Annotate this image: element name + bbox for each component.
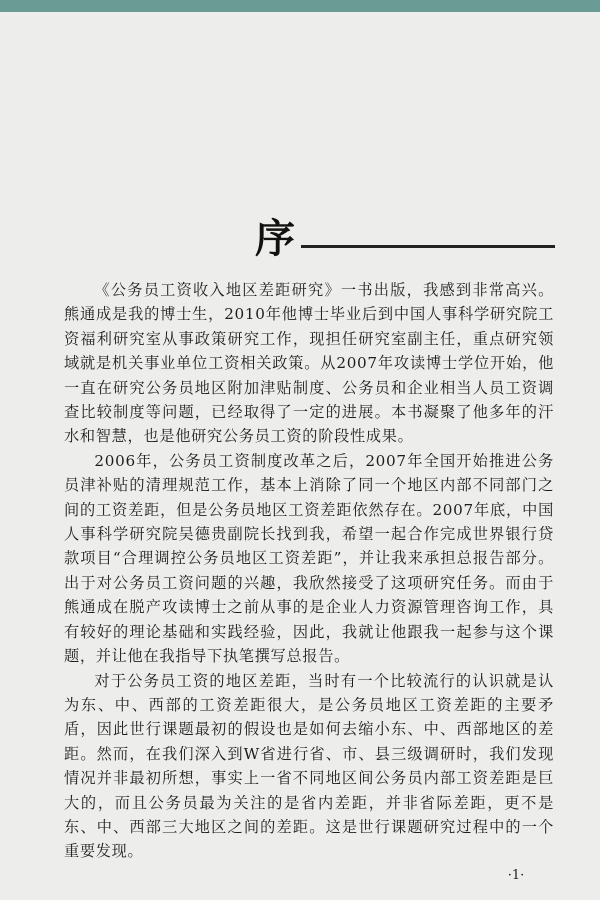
preface-body xyxy=(64,278,554,864)
preface-heading xyxy=(255,214,555,274)
top-edge-strip xyxy=(0,0,600,12)
preface-title: 序 xyxy=(255,215,295,262)
paragraph-3: 对于公务员工资的地区差距，当时有一个比较流行的认识就是认为东、中、西部的工资差距很大，是公务员地区工资差距的主要矛盾，因此世行课题最初的假设也是如何去缩小东、中、西部地区的差距。然而，在我们深入到W省进行省、市、县三级调研时，我们发现情况并非最初所想，事实上一省不同地区间公务员内部工资差距是巨大的，而且公务员最为关注的是省内差距，并非省际差距，更不是东、中、西部三大地区之间的差距。这是世行课题研究过程中的一个重要发现。 xyxy=(64,671,554,861)
paragraph-2: 2006年，公务员工资制度改革之后，2007年全国开始推进公务员津补贴的清理规范工作，基本上消除了同一个地区内部不同部门之间的工资差距，但是公务员地区工资差距依然存在。2007年底，中国人事科学研究院吴德贵副院长找到我，希望一起合作完成世界银行贷款项目“合理调控公务员地区工资差距”，并让我来承担总报告部分。出于对公务员工资问题的兴趣，我欣然接受了这项研究任务。而由于熊通成在脱产攻读博士之前从事的是企业人力资源管理咨询工作，具有较好的理论基础和实践经验，因此，我就让他跟我一起参与这个课题，并让他在我指导下执笔撰写总报告。 xyxy=(64,451,554,666)
page-number: ·1· xyxy=(507,868,525,883)
title-rule xyxy=(301,245,555,248)
paragraph-1: 《公务员工资收入地区差距研究》一书出版，我感到非常高兴。熊通成是我的博士生，2010年他博士毕业后到中国人事科学研究院工资福利研究室从事政策研究工作，现担任研究室副主任，重点研究领域就是机关事业单位工资相关政策。从2007年攻读博士学位开始，他一直在研究公务员地区附加津贴制度、公务员和企业相当人员工资调查比较制度等问题，已经取得了一定的进展。本书凝聚了他多年的汗水和智慧，也是他研究公务员工资的阶段性成果。 xyxy=(64,281,554,446)
